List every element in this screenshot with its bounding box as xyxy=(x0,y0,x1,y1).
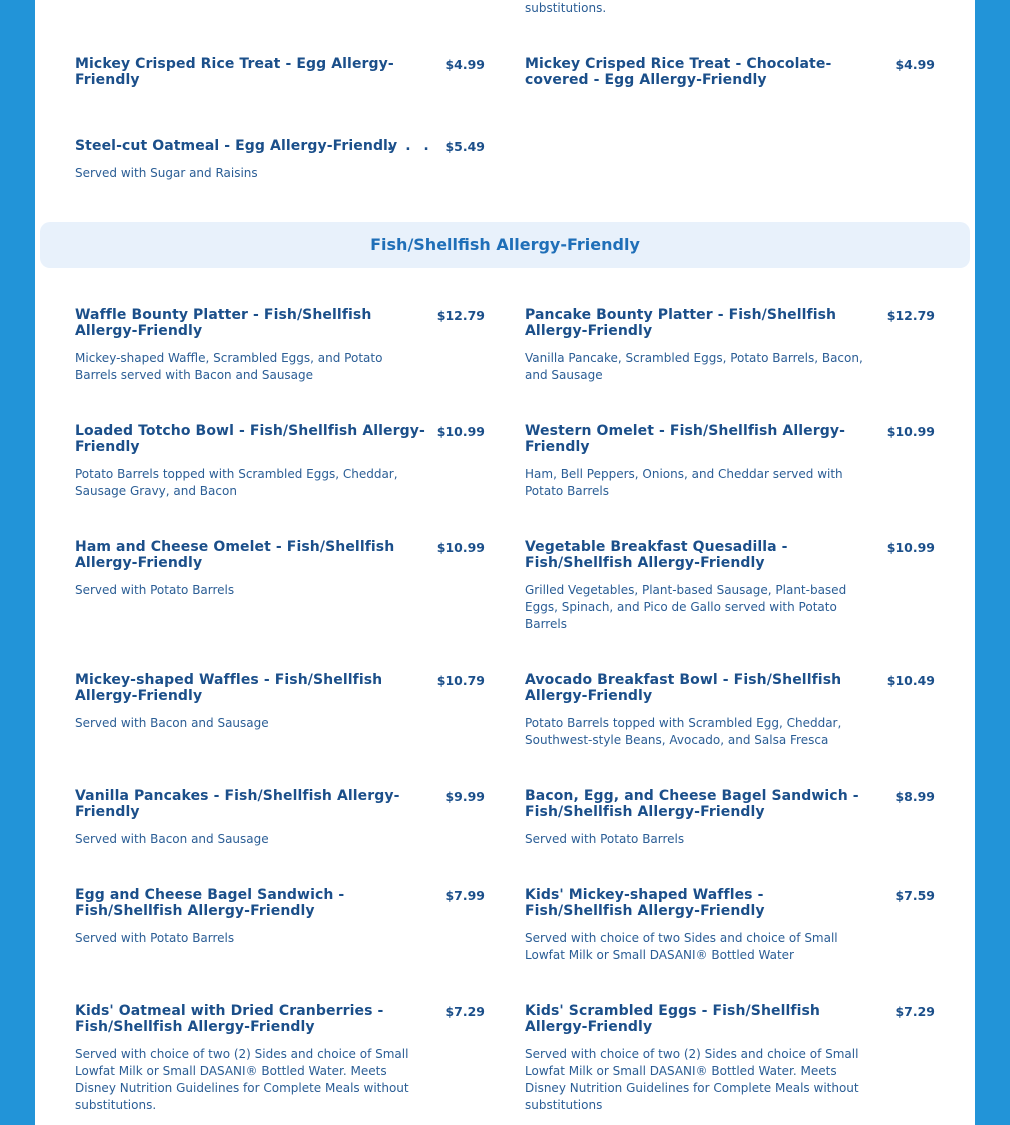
item-name: Waffle Bounty Platter - Fish/Shellfish Allergy-Friendly xyxy=(75,307,372,339)
item-name: Loaded Totcho Bowl - Fish/Shellfish Allergy-Friendly xyxy=(75,423,425,455)
dot-leader: . . . xyxy=(387,138,433,154)
item-price: $8.99 xyxy=(895,789,935,804)
item-name: Egg and Cheese Bagel Sandwich - Fish/Shellfish Allergy-Friendly xyxy=(75,887,345,919)
item-name: Kids' Scrambled Eggs - Fish/Shellfish Allergy-Friendly xyxy=(525,1003,820,1035)
item-price: $10.49 xyxy=(886,673,935,688)
item-description: Potato Barrels topped with Scrambled Egg, Cheddar, Southwest-style Beans, Avocado, and Salsa Fresca xyxy=(525,716,842,747)
item-price: $4.99 xyxy=(445,57,485,72)
item-name: Mickey-shaped Waffles - Fish/Shellfish Allergy-Friendly xyxy=(75,672,383,704)
item-price: $9.99 xyxy=(445,789,485,804)
item-description: Served with choice of two Sides and choice of Small Lowfat Milk or Small DASANI® Bottled Water xyxy=(525,931,838,962)
item-description: Served with Bacon and Sausage xyxy=(75,832,269,846)
item-description: Served with Potato Barrels xyxy=(75,931,235,945)
item-description: Potato Barrels topped with Scrambled Eggs, Cheddar, Sausage Gravy, and Bacon xyxy=(75,467,398,498)
item-name: Steel-cut Oatmeal - Egg Allergy-Friendly xyxy=(75,138,398,154)
item-price: $10.99 xyxy=(886,424,935,439)
item-description: Served with Sugar and Raisins xyxy=(75,166,258,180)
item-name: Ham and Cheese Omelet - Fish/Shellfish Allergy-Friendly xyxy=(75,539,395,571)
item-name: Vanilla Pancakes - Fish/Shellfish Allergy-Friendly xyxy=(75,788,400,820)
item-description: Served with choice of two (2) Sides and choice of Small Lowfat Milk or Small DASANI® Bottled Water. Meets Disney Nutrition Guidelines for Complete Meals without substitutions xyxy=(525,1047,859,1112)
item-description: Ham, Bell Peppers, Onions, and Cheddar served with Potato Barrels xyxy=(525,467,843,498)
item-price: $10.99 xyxy=(886,540,935,555)
item-price: $12.79 xyxy=(886,308,935,323)
item-price: $7.29 xyxy=(895,1004,935,1019)
item-price: $10.99 xyxy=(436,540,485,555)
item-name: Western Omelet - Fish/Shellfish Allergy-Friendly xyxy=(525,423,846,455)
item-price: $7.99 xyxy=(445,888,485,903)
item-name: Mickey Crisped Rice Treat - Chocolate-covered - Egg Allergy-Friendly xyxy=(525,56,832,88)
partial-description: substitutions. xyxy=(525,1,607,15)
item-description: Served with Potato Barrels xyxy=(525,832,685,846)
item-description: Vanilla Pancake, Scrambled Eggs, Potato Barrels, Bacon, and Sausage xyxy=(525,351,863,382)
item-price: $12.79 xyxy=(436,308,485,323)
item-description: Served with Potato Barrels xyxy=(75,583,235,597)
section-header: Fish/Shellfish Allergy-Friendly xyxy=(40,222,970,268)
item-price: $10.79 xyxy=(436,673,485,688)
item-price: $7.29 xyxy=(445,1004,485,1019)
item-name: Bacon, Egg, and Cheese Bagel Sandwich - Fish/Shellfish Allergy-Friendly xyxy=(525,788,859,820)
item-name: Kids' Oatmeal with Dried Cranberries - Fish/Shellfish Allergy-Friendly xyxy=(75,1003,384,1035)
item-price: $10.99 xyxy=(436,424,485,439)
item-name: Kids' Mickey-shaped Waffles - Fish/Shellfish Allergy-Friendly xyxy=(525,887,765,919)
item-price: $5.49 xyxy=(445,139,485,154)
menu-panel xyxy=(35,0,975,1125)
item-price: $7.59 xyxy=(895,888,935,903)
item-description: Grilled Vegetables, Plant-based Sausage, Plant-based Eggs, Spinach, and Pico de Gallo served with Potato Barrels xyxy=(525,583,847,631)
item-description: Served with Bacon and Sausage xyxy=(75,716,269,730)
item-price: $4.99 xyxy=(895,57,935,72)
item-description: Mickey-shaped Waffle, Scrambled Eggs, and Potato Barrels served with Bacon and Sausage xyxy=(75,351,383,382)
item-name: Pancake Bounty Platter - Fish/Shellfish Allergy-Friendly xyxy=(525,307,837,339)
item-name: Avocado Breakfast Bowl - Fish/Shellfish Allergy-Friendly xyxy=(525,672,842,704)
item-description: Served with choice of two (2) Sides and choice of Small Lowfat Milk or Small DASANI® Bottled Water. Meets Disney Nutrition Guidelines for Complete Meals without substitutions. xyxy=(75,1047,409,1112)
item-name: Vegetable Breakfast Quesadilla - Fish/Shellfish Allergy-Friendly xyxy=(525,539,788,571)
item-name: Mickey Crisped Rice Treat - Egg Allergy-Friendly xyxy=(75,56,394,88)
